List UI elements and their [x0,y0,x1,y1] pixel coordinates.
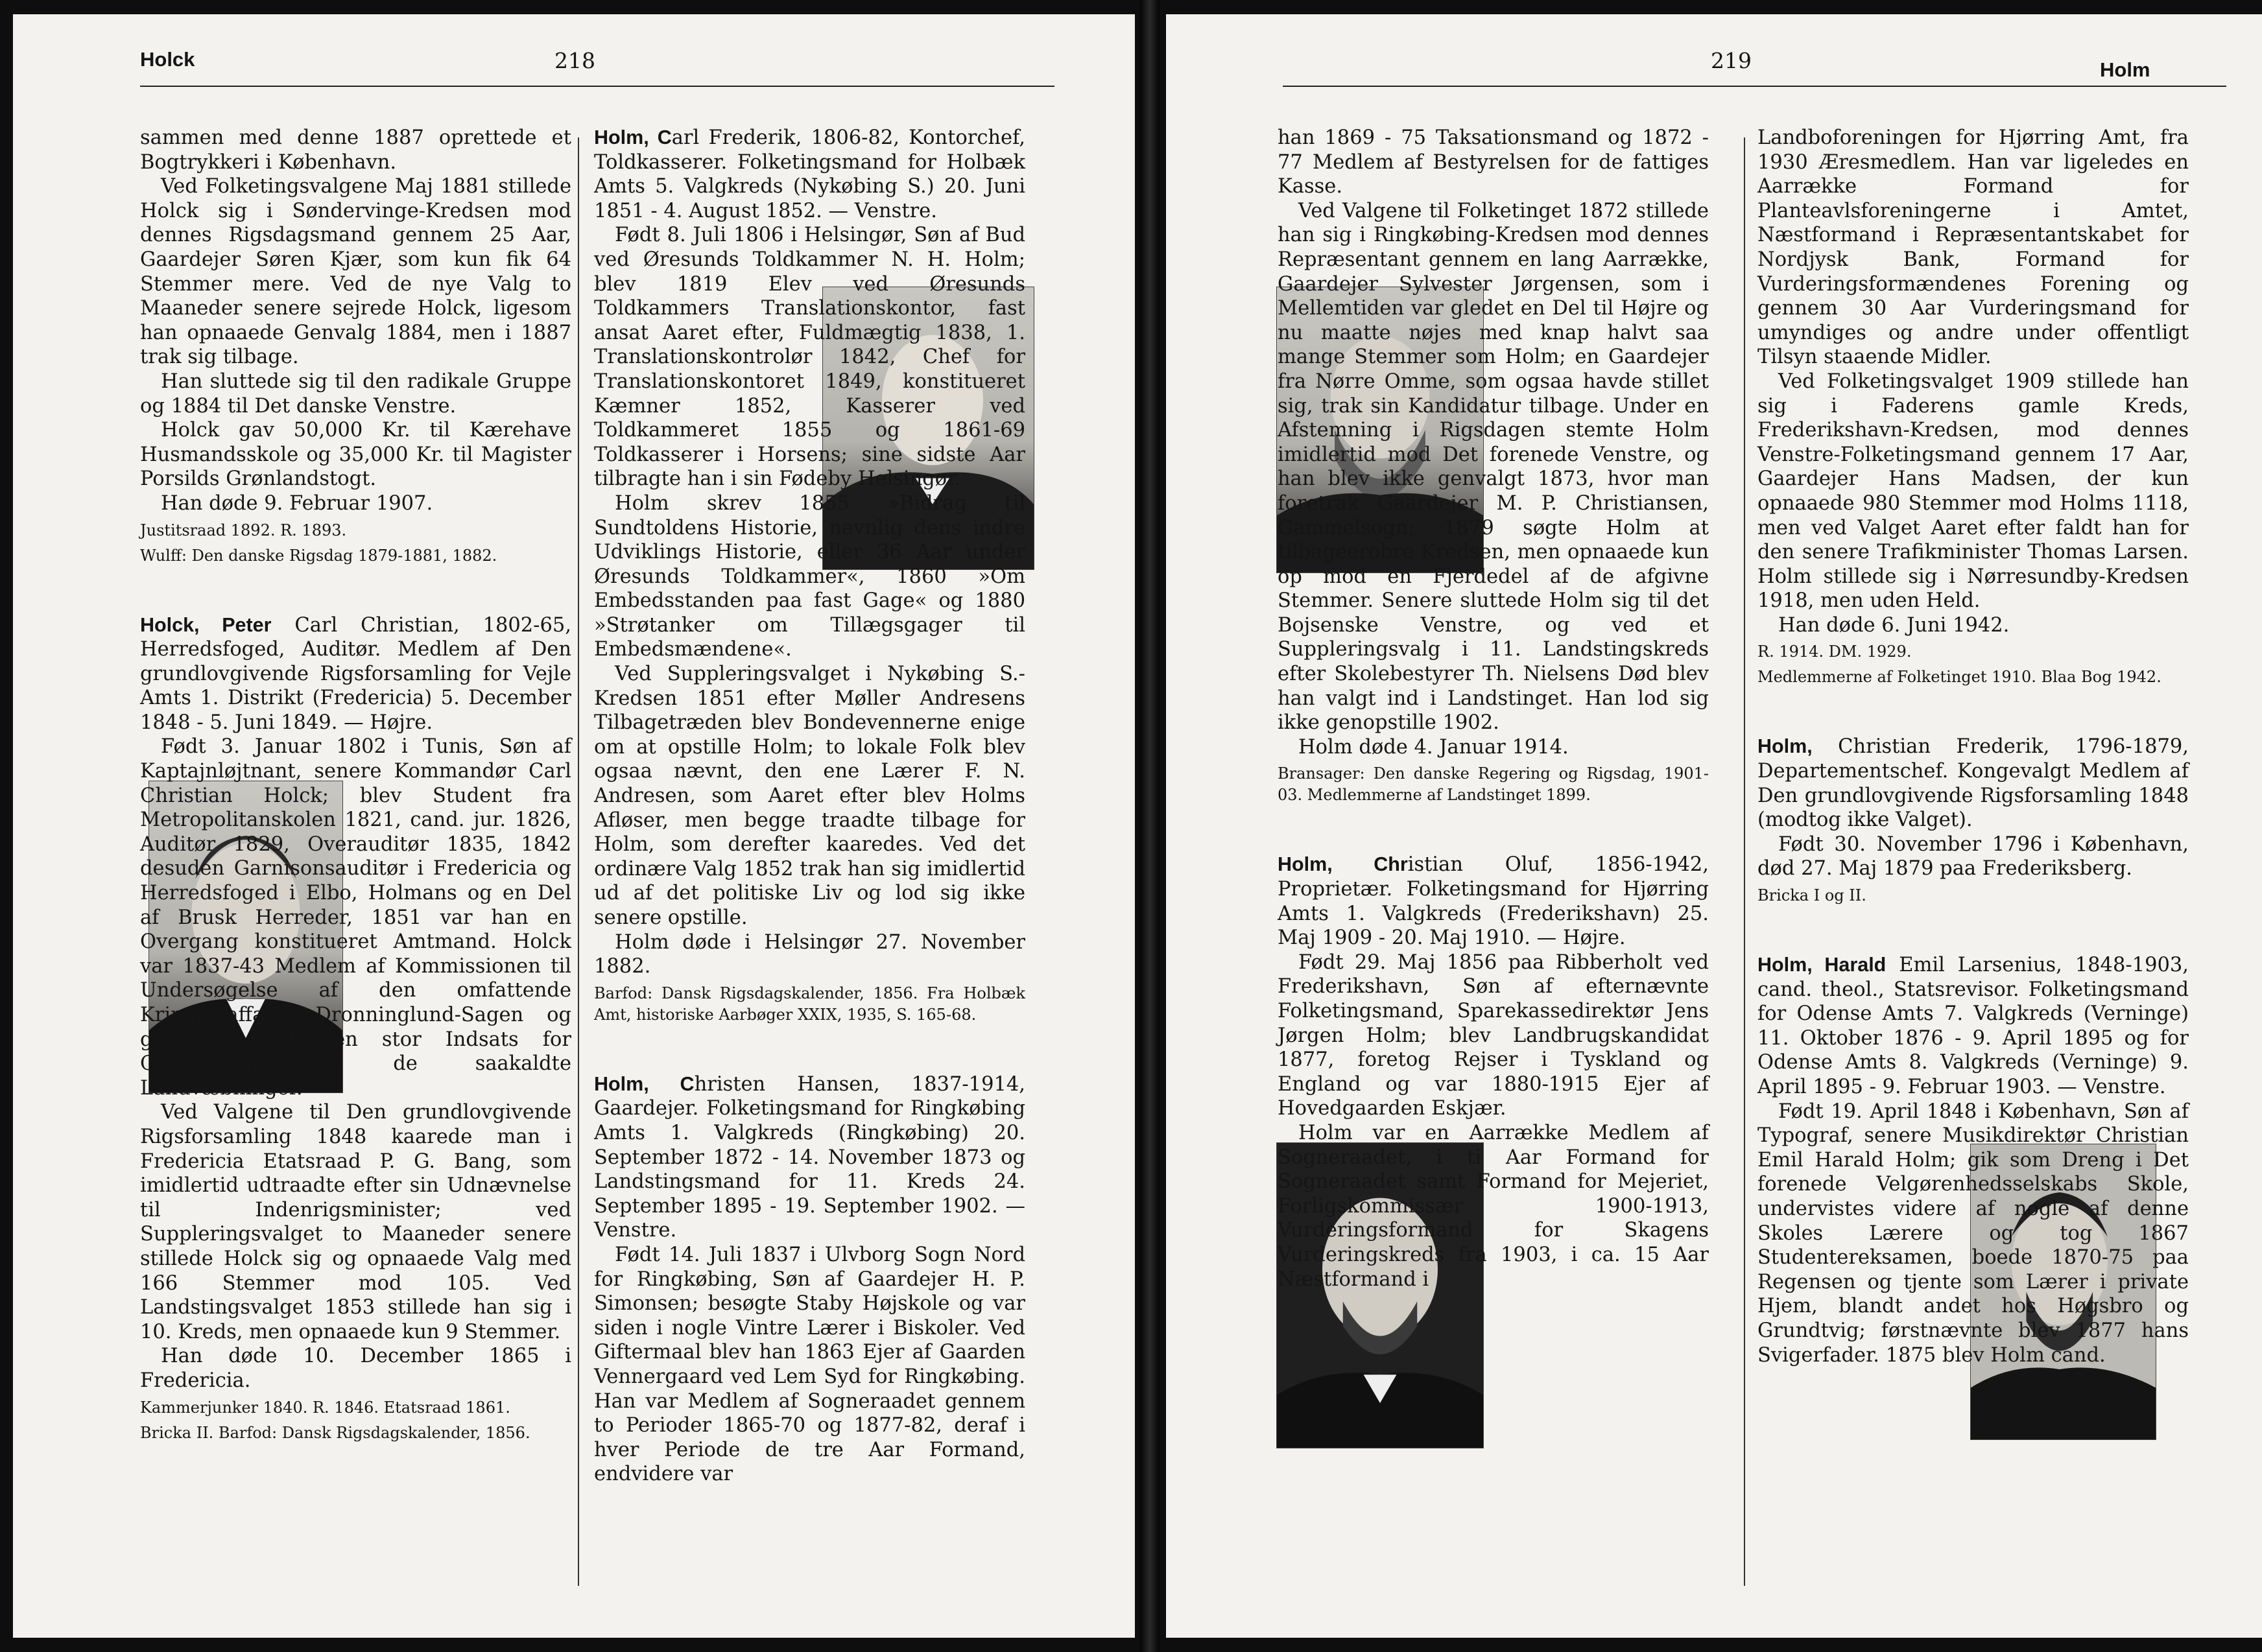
entry-gap [1757,906,2189,953]
paragraph-text: Han døde 6. Juni 1942. [1778,613,2010,637]
paragraph-text: Wulff: Den danske Rigsdag 1879-1881, 1882. [140,546,497,565]
paragraph-text: Carl Christian, 1802-65, Herredsfoged, Auditør. Medlem af Den grundlovgivende Rigsforsamling for Vejle Amts 1. Distrikt (Fredericia) 5. December 1848 - 5. Juni 1849. — Højre. [140,613,571,734]
entry-name: Holm, C [594,126,672,148]
paragraph [1278,126,1709,199]
page-number: 218 [554,48,595,73]
paragraph [1278,735,1709,760]
source-note [1757,885,2189,906]
source-note [140,545,571,567]
paragraph-text: arl Frederik, 1806-82, Kontorchef, Toldkasserer. Folketingsmand for Holbæk Amts 5. Valgkreds (Nykøbing S.) 20. Juni 1851 - 4. August 1852. — Venstre. [594,126,1025,222]
paragraph-text: Født 3. Januar 1802 i Tunis, Søn af Kaptajnløjtnant, senere Kommandør Carl Christian Holck; blev Student fra Metropolitanskolen 1821, cand. jur. 1826, Auditør 1829, Overauditør 1835, 1842 desuden Garnisonsauditør i Fredericia og Herredsfoged i Elbo, Holmans og en Del af Brusk Herreder, 1851 var han en Overgang konstitueret Amtmand. Holck var 1837-43 Medlem af Kommissionen til Undersøgelse af den omfattende Kriminalaffære Dronninglund-Sagen og gjorde i 1848 en stor Indsats for Oprettelsen af de saakaldte Landvæbninger. [140,735,571,1100]
page-number: 219 [1711,48,1752,73]
entry-gap [140,567,571,613]
source-note [1757,641,2189,663]
paragraph [1757,126,2189,370]
source-note [1278,763,1709,806]
left-page-column-2 [594,126,1025,1487]
paragraph [1757,613,2189,638]
entry-heading-paragraph [1757,735,2189,832]
paragraph-text: Han døde 10. December 1865 i Fredericia. [140,1345,571,1392]
running-head-name: Holck [140,48,195,71]
entry-heading-paragraph [594,126,1025,223]
paragraph-text: Barfod: Dansk Rigsdagskalender, 1856. Fra Holbæk Amt, historiske Aarbøger XXIX, 1935, S. 165-68. [594,984,1025,1024]
source-note [1757,667,2189,688]
source-note [140,1397,571,1419]
paragraph-text: hristen Hansen, 1837-1914, Gaardejer. Folketingsmand for Ringkøbing Amts 1. Valgkreds (Ringkøbing) 20. September 1872 - 14. November 1873 og Landstingsmand for 11. Kreds 24. September 1895 - 19. September 1902. — Venstre. [594,1072,1025,1242]
paragraph-text: Ved Suppleringsvalget i Nykøbing S.-Kredsen 1851 efter Møller Andresens Tilbagetræden blev Bondevennerne enige om at opstille Holm; to lokale Folk blev ogsaa nævnt, den ene Lærer F. N. Andresen, som Aaret efter blev Holms Afløser, men begge traadte tilbage for Holm, som derefter kaaredes. Ved det ordinære Valg 1852 trak han sig imidlertid ud af det politiske Liv og lod sig ikke senere opstille. [594,663,1025,929]
header-rule [1283,86,2226,87]
paragraph-text: Bransager: Den danske Regering og Rigsdag, 1901-03. Medlemmerne af Landstinget 1899. [1278,764,1709,805]
right-page-column-1 [1278,126,1709,1292]
paragraph-text: Bricka I og II. [1757,886,1866,905]
paragraph [140,126,571,174]
paragraph-text: istian Oluf, 1856-1942, Proprietær. Folketingsmand for Hjørring Amts 1. Valgkreds (Frederikshavn) 25. Maj 1909 - 20. Maj 1910. — Højre. [1278,853,1709,950]
page-219 [1166,14,2262,1638]
paragraph [140,418,571,491]
paragraph [1757,832,2189,881]
paragraph [594,662,1025,930]
paragraph-text: Holm var en Aarrække Medlem af Sogneraadet, i ti Aar Formand for Sogneraadet samt Formand for Mejeriet, Forligskommissær 1900-1913, Vurderingsformand for Skagens Vurderingskreds fra 1903, i ca. 15 Aar Næstformand i [1278,1121,1709,1291]
entry-name: Holm, Harald [1757,954,1887,976]
entry-gap [594,1026,1025,1072]
source-note [140,1422,571,1444]
entry-gap [1757,688,2189,735]
entry-name: Holm, [1757,735,1813,758]
paragraph-text: Kammerjunker 1840. R. 1846. Etatsraad 1861. [140,1398,510,1417]
paragraph [1757,370,2189,613]
book-gutter [1140,0,1160,1652]
paragraph [140,370,571,418]
paragraph-text: Han sluttede sig til den radikale Gruppe og 1884 til Det danske Venstre. [140,370,571,418]
paragraph-text: Født 19. April 1848 i København, Søn af Typograf, senere Musikdirektør Christian Emil Harald Holm; gik som Dreng i Det forenede Velgørenhedsselskabs Skole, undervistes videre af nogle af denne Skoles Lærere og tog 1867 Studentereksamen, boede 1870-75 paa Regensen og tjente som Lærer i private Hjem, blandt andet hos Høgsbro og Grundtvig; førstnævnte blev 1877 hans Svigerfader. 1875 blev Holm cand. [1757,1100,2189,1367]
source-note [140,520,571,541]
right-page-column-2 [1757,126,2189,1367]
entry-gap [1278,806,1709,853]
entry-name: Holck, Peter [140,613,272,636]
paragraph [1278,950,1709,1121]
page-218 [13,14,1135,1638]
paragraph-text: Landboforeningen for Hjørring Amt, fra 1930 Æresmedlem. Han var ligeledes en Aarrække Formand for Planteavlsforeningerne i Amtet, Næstformand i Repræsentantskabet for Nordjysk Bank, Formand for Vurderingsformændenes Forening og gennem 30 Aar Vurderingsmand for umyndiges og andre under offentligt Tilsyn staaende Midler. [1757,126,2189,369]
paragraph [594,930,1025,979]
paragraph-text: han 1869 - 75 Taksationsmand og 1872 - 77 Medlem af Bestyrelsen for de fattiges Kasse. [1278,126,1709,198]
header-rule [140,86,1054,87]
paragraph-text: Ved Valgene til Folketinget 1872 stillede han sig i Ringkøbing-Kredsen mod dennes Repræsentant gennem en lang Aarrække, Gaardejer Sylvester Jørgensen, som i Mellemtiden var gledet en Del til Højre og nu maatte nøjes med knap halvt saa mange Stemmer som Holm; en Gaardejer fra Nørre Omme, som ogsaa havde stillet sig, trak sin Kandidatur tilbage. Under en Afstemning i Rigsdagen stemte Holm imidlertid mod Det forenede Venstre, og han blev ikke genvalgt 1873, hvor man foretrak Gaardejer M. P. Christiansen, Gammelsogn; 1879 søgte Holm at tilbageerobre Kredsen, men opnaaede kun op mod en Fjerdedel af de afgivne Stemmer. Senere sluttede Holm sig til det Bojsenske Venstre, og ved et Suppleringsvalg i 11. Landstingskreds efter Skolebestyrer Th. Nielsens Død blev han valgt ind i Landstinget. Han lod sig ikke genopstille 1902. [1278,199,1709,735]
running-head-name: Holm [2100,58,2150,81]
paragraph-text: Født 8. Juli 1806 i Helsingør, Søn af Bud ved Øresunds Toldkammer N. H. Holm; blev 1819 Elev ved Øresunds Toldkammers Translationskontor, fast ansat Aaret efter, Fuldmægtig 1838, 1. Translationskontrolør 1842, Chef for Translationskontoret 1849, konstitueret Kæmner 1852, Kasserer ved Toldkammeret 1855 og 1861-69 Toldkasserer i Horsens; sine sidste Aar tilbragte han i sin Fødeby Helsingør. [594,224,1025,491]
paragraph [594,491,1025,662]
entry-heading-paragraph [140,613,571,735]
paragraph-text: Holm skrev 1855 »Bidrag til Sundtoldens Historie, navnlig dens indre Udviklings Historie, eller 36 Aar under Øresunds Toldkammer«, 1860 »Om Embedsstanden paa fast Gage« og 1880 »Strøtanker om Tillægsgager til Embedsmændene«. [594,491,1025,661]
paragraph [1278,199,1709,735]
paragraph [140,1344,571,1393]
paragraph-text: Født 30. November 1796 i København, død 27. Maj 1879 paa Frederiksberg. [1757,832,2189,880]
paragraph-text: Holm døde 4. Januar 1914. [1298,735,1569,759]
paragraph-text: Ved Folketingsvalget 1909 stillede han sig i Faderens gamle Kreds, Frederikshavn-Kredsen, mod dennes Venstre-Folketingsmand gennem 17 Aar, Gaardejer Hans Madsen, der kun opnaaede 980 Stemmer mod Holms 1118, men ved Valget Aaret efter faldt han for den senere Trafikminister Thomas Larsen. Holm stillede sig i Nørresundby-Kredsen 1918, men uden Held. [1757,370,2189,613]
paragraph-text: Christian Frederik, 1796-1879, Departementschef. Kongevalgt Medlem af Den grundlovgivende Rigsforsamling 1848 (modtog ikke Valget). [1757,735,2189,832]
paragraph [1278,1121,1709,1292]
column-rule [578,137,579,1586]
paragraph [140,174,571,370]
paragraph-text: sammen med denne 1887 oprettede et Bogtrykkeri i København. [140,126,571,174]
paragraph [140,1100,571,1344]
paragraph-text: Justitsraad 1892. R. 1893. [140,521,347,539]
source-note [594,983,1025,1026]
paragraph [140,491,571,516]
entry-name: Holm, Chr [1278,853,1408,876]
paragraph [140,735,571,1100]
entry-name: Holm, C [594,1072,695,1095]
paragraph-text: Bricka II. Barfod: Dansk Rigsdagskalender, 1856. [140,1423,530,1442]
paragraph-text: Holm døde i Helsingør 27. November 1882. [594,930,1025,978]
paragraph-text: Ved Valgene til Den grundlovgivende Rigsforsamling 1848 kaarede man i Fredericia Etatsraad P. G. Bang, som imidlertid udtraadte efter sin Udnævnelse til Indenrigsminister; ved Suppleringsvalget to Maaneder senere stillede Holck sig og opnaaede Valg med 166 Stemmer mod 105. Ved Landstingsvalget 1853 stillede han sig i 10. Kreds, men opnaaede kun 9 Stemmer. [140,1101,571,1343]
paragraph-text: Han døde 9. Februar 1907. [161,491,433,515]
paragraph-text: Født 29. Maj 1856 paa Ribberholt ved Frederikshavn, Søn af efternævnte Folketingsmand, Sparekassedirektør Jens Jørgen Holm; blev Landbrugskandidat 1877, foretog Rejser i Tyskland og England og var 1880-1915 Ejer af Hovedgaarden Eskjær. [1278,950,1709,1120]
paragraph [1757,1100,2189,1368]
paragraph-text: Emil Larsenius, 1848-1903, cand. theol., Statsrevisor. Folketingsmand for Odense Amts 7. Valgkreds (Verninge) 11. Oktober 1876 - 9. April 1895 og for Odense Amts 8. Valgkreds (Verninge) 9. April 1895 - 9. Februar 1903. — Venstre. [1757,954,2189,1098]
paragraph-text: Ved Folketingsvalgene Maj 1881 stillede Holck sig i Søndervinge-Kredsen mod dennes Rigsdagsmand gennem 25 Aar, Gaardejer Søren Kjær, som kun fik 64 Stemmer mere. Ved de nye Valg to Maaneder senere sejrede Holck, ligesom han opnaaede Genvalg 1884, men i 1887 trak sig tilbage. [140,175,571,369]
entry-heading-paragraph [594,1072,1025,1243]
entry-heading-paragraph [1278,853,1709,950]
paragraph [594,1243,1025,1487]
paragraph-text: Holck gav 50,000 Kr. til Kærehave Husmandsskole og 35,000 Kr. til Magister Porsilds Grønlandstogt. [140,419,571,491]
entry-heading-paragraph [1757,953,2189,1100]
paragraph [594,223,1025,491]
column-rule [1744,137,1745,1586]
paragraph-text: R. 1914. DM. 1929. [1757,643,1912,661]
paragraph-text: Født 14. Juli 1837 i Ulvborg Sogn Nord for Ringkøbing, Søn af Gaardejer H. P. Simonsen; besøgte Staby Højskole og var siden i nogle Vintre Lærer i Biskoler. Ved Giftermaal blev han 1863 Ejer af Gaarden Vennergaard ved Lem Syd for Ringkøbing. Han var Medlem af Sogneraadet gennem to Perioder 1865-70 og 1877-82, deraf i hver Periode de tre Aar Formand, endvidere var [594,1243,1025,1486]
left-page-column-1 [140,126,571,1444]
paragraph-text: Medlemmerne af Folketinget 1910. Blaa Bog 1942. [1757,668,2161,687]
